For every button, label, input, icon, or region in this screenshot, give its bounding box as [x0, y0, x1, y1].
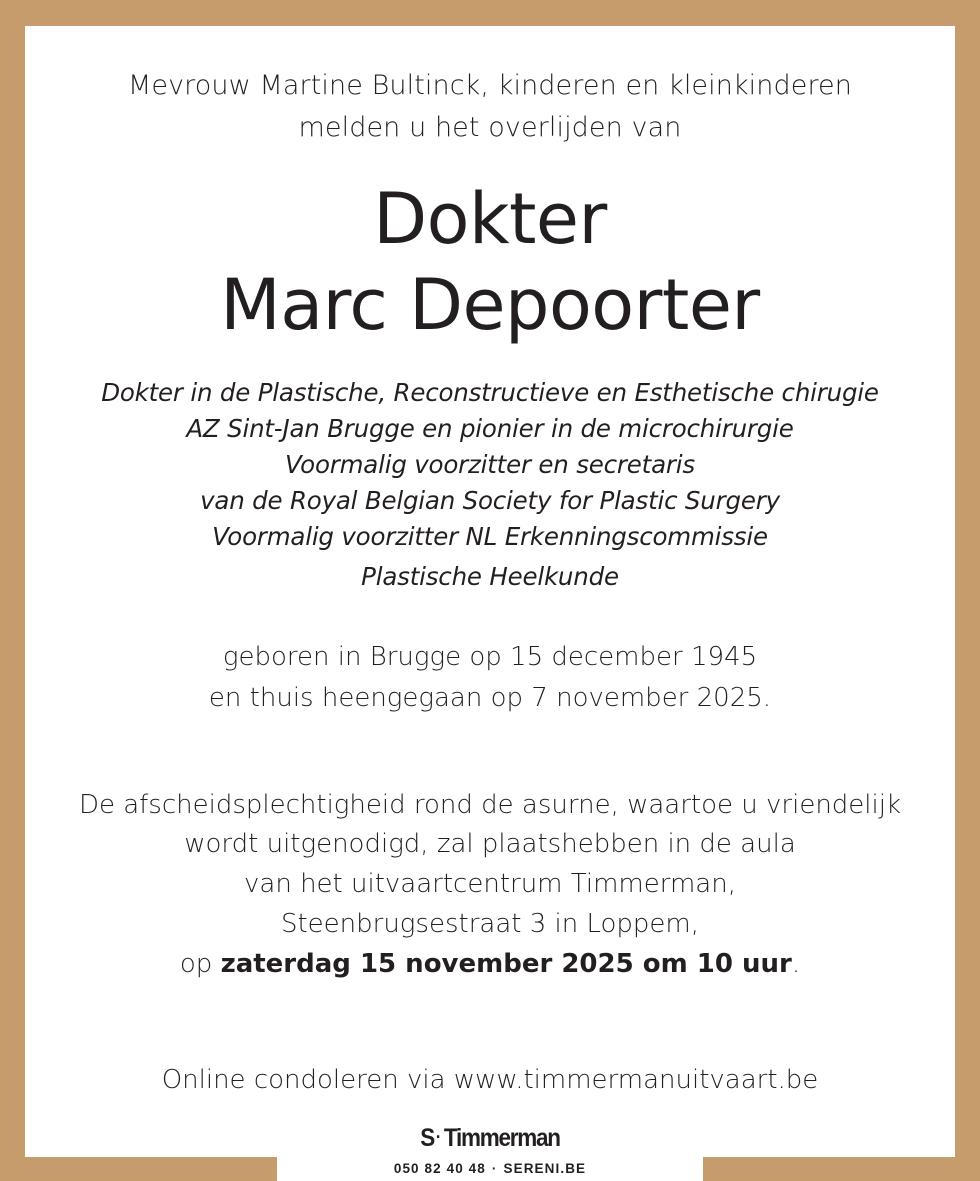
- funeral-home-contact: [0, 1161, 980, 1176]
- ceremony-line-4: Steenbrugsestraat 3 in Loppem,: [280, 909, 700, 939]
- intro-line-2: melden u het overlijden van: [298, 112, 682, 143]
- career-line-4: van de Royal Belgian Society for Plastic Surgery: [200, 486, 780, 515]
- career-line-2: AZ Sint-Jan Brugge en pionier in de microchirurgie: [186, 414, 794, 443]
- ceremony-line-2: wordt uitgenodigd, zal plaatshebben in de aula: [184, 829, 796, 859]
- birth-line: geboren in Brugge op 15 december 1945: [222, 642, 758, 672]
- ceremony-datetime: zaterdag 15 november 2025 om 10 uur: [220, 949, 792, 979]
- funeral-home-logo: [49, 1124, 931, 1153]
- condolence-line: Online condoleren via www.timmermanuitvaart.be: [161, 1065, 819, 1095]
- deceased-name: Marc Depoorter: [220, 264, 760, 346]
- logo-name: Timmerman: [443, 1124, 560, 1152]
- career-line-5: Voormalig voorzitter NL Erkenningscommissie: [212, 522, 768, 551]
- logo-dot: ·: [435, 1127, 443, 1147]
- intro-line-1: Mevrouw Martine Bultinck, kinderen en kleinkinderen: [128, 70, 852, 101]
- ceremony-suffix: .: [791, 949, 801, 979]
- career-line-3: Voormalig voorzitter en secretaris: [285, 450, 695, 479]
- career-line-1: Dokter in de Plastische, Reconstructieve en Esthetische chirugie: [101, 378, 879, 407]
- contact-separator: ·: [491, 1161, 498, 1176]
- website-label: SERENI.BE: [503, 1161, 587, 1176]
- ceremony-prefix: op: [179, 949, 221, 979]
- death-line: en thuis heengegaan op 7 november 2025.: [208, 683, 772, 713]
- ceremony-line-1: De afscheidsplechtigheid rond de asurne, waartoe u vriendelijk: [78, 790, 902, 820]
- ceremony-date-line: [0, 949, 980, 979]
- phone-number: 050 82 40 48: [393, 1161, 486, 1176]
- ceremony-line-3: van het uitvaartcentrum Timmerman,: [244, 869, 736, 899]
- career-line-6: Plastische Heelkunde: [361, 562, 619, 591]
- deceased-title: Dokter: [373, 178, 607, 260]
- logo-initial: S: [420, 1124, 435, 1152]
